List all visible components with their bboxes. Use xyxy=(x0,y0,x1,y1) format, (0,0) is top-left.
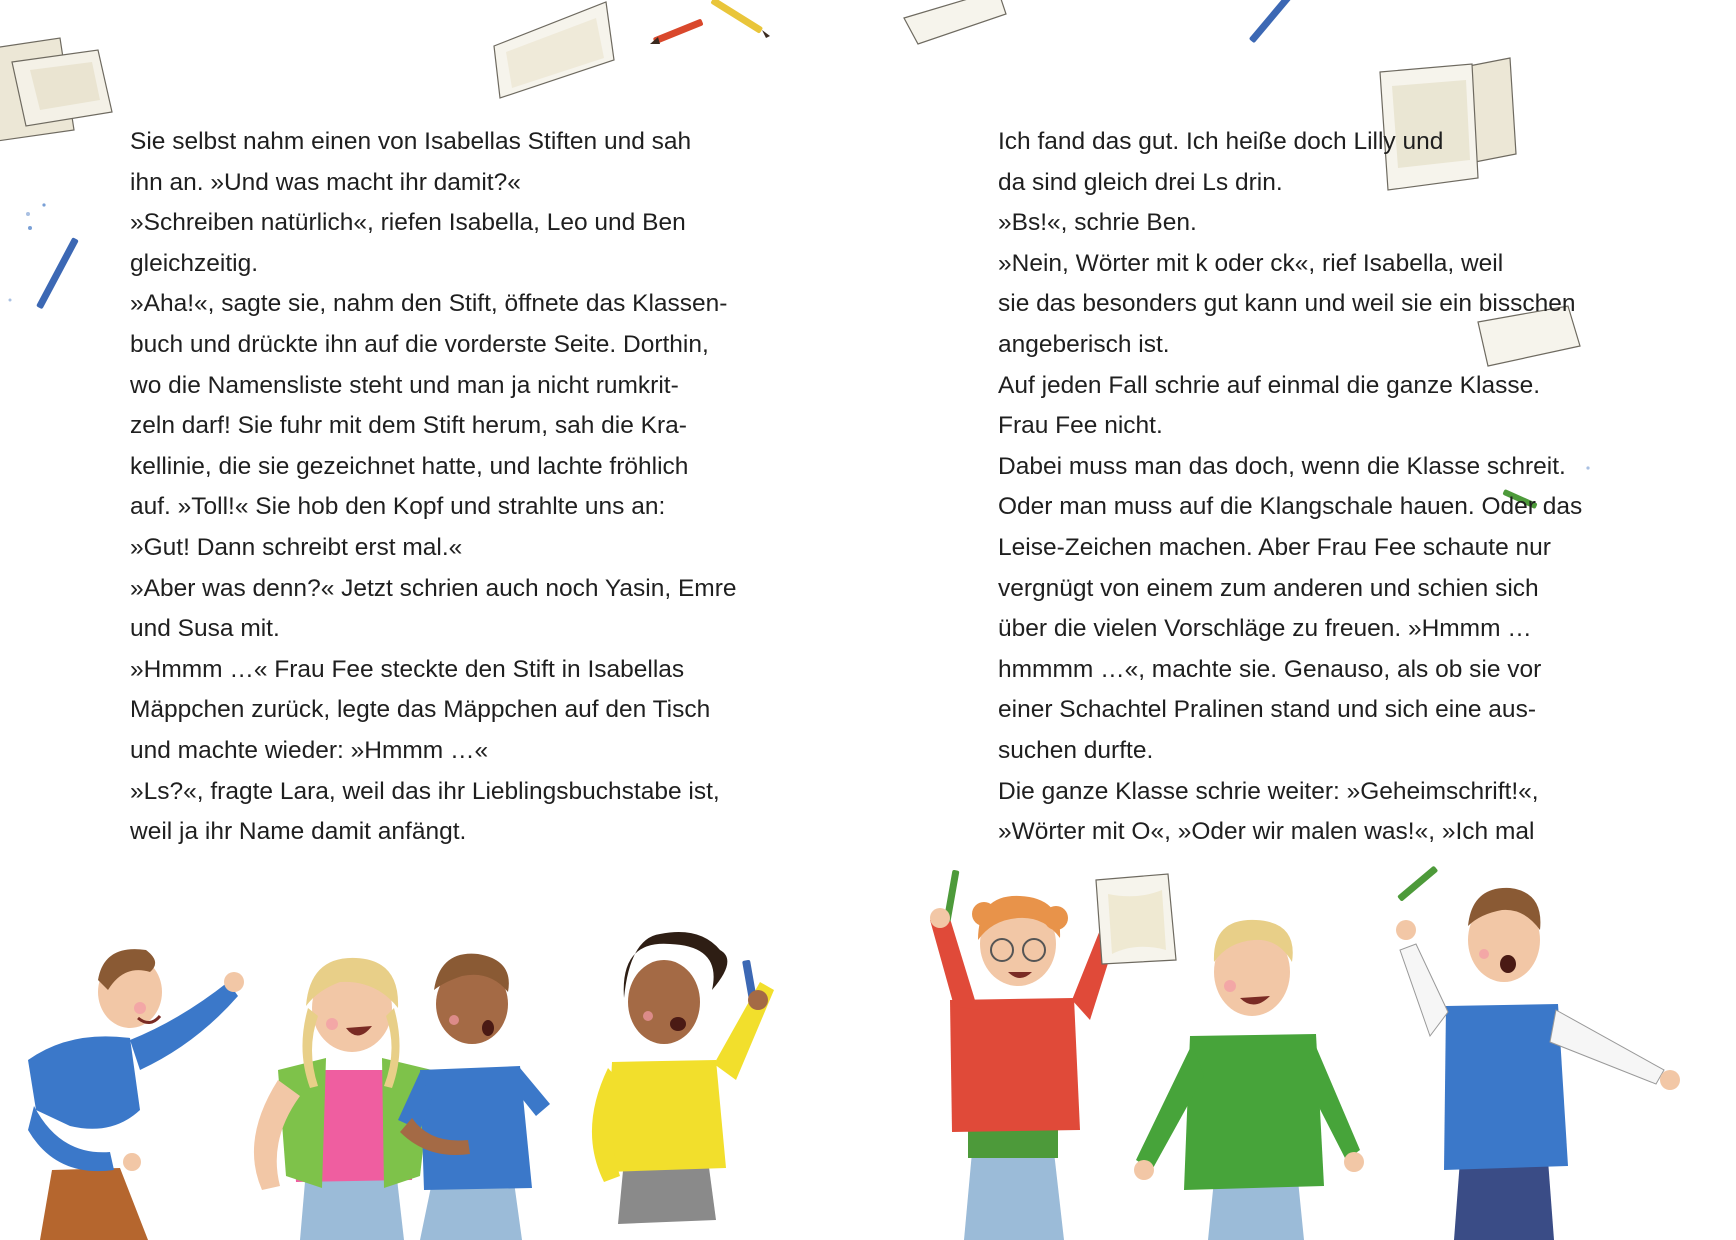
text-line: und Susa mit. xyxy=(130,615,280,643)
left-children-illustration xyxy=(0,920,868,1240)
red-pencil-icon xyxy=(650,18,704,44)
text-line: wo die Namensliste steht und man ja nicht rumkrit- xyxy=(130,371,679,399)
text-line: »Hmmm …« Frau Fee steckte den Stift in Isabellas xyxy=(130,655,685,683)
text-line: »Nein, Wörter mit k oder ck«, rief Isabella, weil xyxy=(998,249,1504,277)
boy-raglan-shirt xyxy=(1396,866,1680,1240)
text-line: »Aber was denn?« Jetzt schrien auch noch Yasin, Emre xyxy=(130,574,737,602)
right-page xyxy=(868,0,1736,1240)
blue-pencil-icon xyxy=(28,203,79,309)
text-line: weil ja ihr Name damit anfängt. xyxy=(130,818,467,846)
text-line: angeberisch ist. xyxy=(998,330,1170,358)
text-line: sie das besonders gut kann und weil sie ein bisschen xyxy=(998,290,1576,318)
text-line: Oder man muss auf die Klangschale hauen. Oder das xyxy=(998,493,1583,521)
text-line: über die vielen Vorschläge zu freuen. »Hmmm … xyxy=(998,615,1532,643)
text-line: kellinie, die sie gezeichnet hatte, und lachte fröhlich xyxy=(130,452,689,480)
text-line: Die ganze Klasse schrie weiter: »Geheimschrift!«, xyxy=(998,777,1539,805)
text-line: einer Schachtel Pralinen stand und sich eine aus- xyxy=(998,696,1536,724)
text-line: »Schreiben natürlich«, riefen Isabella, Leo und Ben xyxy=(130,209,686,237)
text-line: Auf jeden Fall schrie auf einmal die ganze Klasse. xyxy=(998,371,1541,399)
text-line: suchen durfte. xyxy=(998,736,1154,764)
text-line: Dabei muss man das doch, wenn die Klasse schreit. xyxy=(998,452,1566,480)
boy-green-sweater xyxy=(1134,920,1364,1240)
text-line: Frau Fee nicht. xyxy=(998,412,1163,440)
boy-blue-sweater xyxy=(28,949,244,1240)
text-line: Leise-Zeichen machen. Aber Frau Fee schaute nur xyxy=(998,533,1551,561)
text-line: ihn an. »Und was macht ihr damit?« xyxy=(130,168,521,196)
text-line: »Bs!«, schrie Ben. xyxy=(998,209,1197,237)
text-line: vergnügt von einem zum anderen und schien sich xyxy=(998,574,1539,602)
text-line: und machte wieder: »Hmmm …« xyxy=(130,736,489,764)
paper-sheet-icon xyxy=(494,2,614,98)
text-line: zeln darf! Sie fuhr mit dem Stift herum, sah die Kra- xyxy=(130,412,687,440)
text-line: da sind gleich drei Ls drin. xyxy=(998,168,1283,196)
paper-sheet-icon xyxy=(0,38,112,142)
right-page-text xyxy=(998,122,1638,853)
text-line: »Ls?«, fragte Lara, weil das ihr Lieblingsbuchstabe ist, xyxy=(130,777,720,805)
left-page-text xyxy=(130,122,770,853)
boy-blue-shirt xyxy=(398,954,550,1240)
yellow-pencil-icon xyxy=(710,0,770,38)
text-line: buch und drückte ihn auf die vorderste Seite. Dorthin, xyxy=(130,330,709,358)
blue-pencil-icon xyxy=(1249,0,1294,43)
text-line: auf. »Toll!« Sie hob den Kopf und strahlte uns an: xyxy=(130,493,666,521)
text-line: »Aha!«, sagte sie, nahm den Stift, öffnete das Klassen- xyxy=(130,290,728,318)
paper-sheet-icon xyxy=(1096,874,1176,964)
girl-yellow-sweater xyxy=(592,932,774,1224)
text-line: Sie selbst nahm einen von Isabellas Stiften und sah xyxy=(130,128,692,155)
text-line: Ich fand das gut. Ich heiße doch Lilly und xyxy=(998,128,1444,155)
girl-red-hoodie-with-paper xyxy=(930,870,1176,1240)
paper-sheet-icon xyxy=(904,0,1006,44)
text-line: »Gut! Dann schreibt erst mal.« xyxy=(130,533,463,561)
text-line: hmmmm …«, machte sie. Genauso, als ob sie vor xyxy=(998,655,1542,683)
text-line: gleichzeitig. xyxy=(130,249,259,277)
text-line: Mäppchen zurück, legte das Mäppchen auf den Tisch xyxy=(130,696,711,724)
right-children-illustration xyxy=(868,860,1736,1240)
text-line: »Wörter mit O«, »Oder wir malen was!«, »Ich mal xyxy=(998,818,1535,846)
